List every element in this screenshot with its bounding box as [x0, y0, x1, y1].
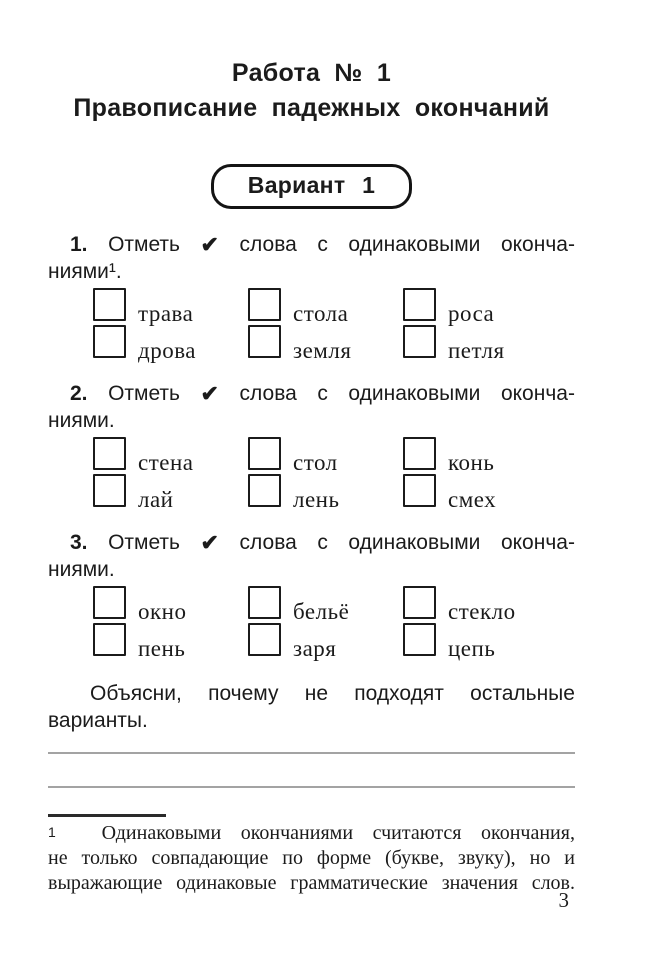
explain-line2: варианты.	[48, 709, 148, 732]
checkbox[interactable]	[403, 623, 436, 656]
word: слова	[239, 531, 297, 554]
checkbox[interactable]	[248, 325, 281, 358]
word-label: дрова	[138, 338, 196, 363]
checkbox[interactable]	[403, 288, 436, 321]
answer-line-1[interactable]	[48, 752, 575, 754]
page-number: 3	[558, 888, 569, 912]
word-label: стекло	[448, 599, 516, 624]
variant-badge-row	[48, 164, 575, 209]
word: (букве,	[385, 847, 444, 869]
word-label: трава	[138, 301, 194, 326]
checkbox[interactable]	[248, 437, 281, 470]
word: Одинаковыми	[101, 822, 222, 844]
word: одинаковыми	[348, 233, 481, 256]
word: грамматические	[290, 872, 428, 894]
exercise-1-number: 1.	[70, 233, 88, 256]
word: с	[317, 531, 328, 554]
word-label: пень	[138, 636, 186, 661]
word-label: лень	[293, 487, 340, 512]
checkbox[interactable]	[403, 325, 436, 358]
word: не	[304, 682, 329, 705]
word-label: стол	[293, 450, 338, 475]
word-option	[93, 586, 248, 624]
word-option	[248, 623, 403, 661]
exercise-1-options-grid	[93, 288, 575, 363]
explain-paragraph	[48, 680, 575, 734]
exercise-2	[48, 380, 575, 512]
word: значения	[441, 872, 518, 894]
checkbox[interactable]	[403, 586, 436, 619]
explain-line1	[48, 680, 575, 707]
exercise-2-instruction-line2: ниями.	[48, 409, 115, 432]
word: одинаковые	[176, 872, 277, 894]
word: форме	[316, 847, 372, 869]
word-label: петля	[448, 338, 505, 363]
word-option	[93, 474, 248, 512]
checkbox[interactable]	[93, 623, 126, 656]
exercise-1	[48, 231, 575, 363]
word: слова	[239, 382, 297, 405]
word: окончаниями	[240, 822, 354, 844]
exercise-3	[48, 529, 575, 661]
word-option	[403, 474, 575, 512]
work-subtitle: Правописание падежных окончаний	[73, 94, 550, 122]
word-label: роса	[448, 301, 495, 326]
exercise-3-number: 3.	[70, 531, 88, 554]
word: Объясни,	[90, 682, 182, 705]
footnote-marker: 1	[48, 824, 56, 840]
word: одинаковыми	[348, 531, 481, 554]
footnote-rule	[48, 814, 166, 817]
word: оконча-	[500, 233, 575, 256]
answer-line-2[interactable]	[48, 786, 575, 788]
word-option	[403, 437, 575, 475]
checkbox[interactable]	[93, 586, 126, 619]
word-label: лай	[138, 487, 174, 512]
footnote-line3	[48, 871, 575, 896]
word: одинаковыми	[348, 382, 481, 405]
word: слова	[239, 233, 297, 256]
variant-badge: Вариант 1	[211, 164, 412, 209]
exercise-1-instruction-line1	[48, 231, 575, 258]
word: считаются	[372, 822, 462, 844]
checkmark-icon: ✔	[200, 381, 219, 406]
word-option	[248, 586, 403, 624]
checkmark-icon: ✔	[200, 530, 219, 555]
page-title	[48, 56, 575, 126]
word: подходят	[354, 682, 444, 705]
checkmark-icon: ✔	[200, 232, 219, 257]
word: выражающие	[48, 872, 163, 894]
checkbox[interactable]	[403, 437, 436, 470]
word-option	[248, 325, 403, 363]
word: только	[81, 847, 138, 869]
word: не	[48, 847, 68, 869]
word-label: цепь	[448, 636, 496, 661]
exercise-2-options-grid	[93, 437, 575, 512]
word: Отметь	[108, 233, 180, 256]
word-option	[248, 288, 403, 326]
checkbox[interactable]	[93, 325, 126, 358]
word: с	[317, 382, 328, 405]
checkbox[interactable]	[248, 623, 281, 656]
work-title: Работа № 1	[231, 59, 392, 87]
word-label: смех	[448, 487, 497, 512]
footnote-line2	[48, 846, 575, 871]
word-label: конь	[448, 450, 495, 475]
word-option	[93, 623, 248, 661]
word-label: стола	[293, 301, 349, 326]
word-option	[248, 474, 403, 512]
footnote-line1	[48, 821, 575, 846]
exercise-2-number: 2.	[70, 382, 88, 405]
word-option	[93, 325, 248, 363]
word-option	[403, 623, 575, 661]
word-label: окно	[138, 599, 187, 624]
word-label: бельё	[293, 599, 350, 624]
word-option	[93, 288, 248, 326]
exercise-1-instruction-line2: ниями¹.	[48, 260, 122, 283]
checkbox[interactable]	[93, 288, 126, 321]
exercise-3-instruction-line2: ниями.	[48, 558, 115, 581]
word-option	[403, 586, 575, 624]
word-option	[93, 437, 248, 475]
word: оконча-	[500, 531, 575, 554]
word: слов.	[531, 872, 575, 894]
word: остальные	[470, 682, 575, 705]
exercise-2-instruction-line1	[48, 380, 575, 407]
checkbox[interactable]	[403, 474, 436, 507]
word: окончания,	[481, 822, 575, 844]
word: звуку),	[457, 847, 516, 869]
word: но	[529, 847, 551, 869]
checkbox[interactable]	[248, 586, 281, 619]
word-option	[248, 437, 403, 475]
word-label: стена	[138, 450, 194, 475]
word-label: земля	[293, 338, 352, 363]
exercise-3-options-grid	[93, 586, 575, 661]
word-label: заря	[293, 636, 337, 661]
word-option	[403, 288, 575, 326]
word: Отметь	[108, 382, 180, 405]
checkbox[interactable]	[248, 288, 281, 321]
word: оконча-	[500, 382, 575, 405]
footnote	[48, 821, 575, 896]
word: по	[282, 847, 303, 869]
exercise-3-instruction-line1	[48, 529, 575, 556]
checkbox[interactable]	[93, 474, 126, 507]
word: Отметь	[108, 531, 180, 554]
word: совпадающие	[151, 847, 269, 869]
word: почему	[208, 682, 279, 705]
word: с	[317, 233, 328, 256]
checkbox[interactable]	[93, 437, 126, 470]
word: и	[564, 847, 575, 869]
checkbox[interactable]	[248, 474, 281, 507]
word-option	[403, 325, 575, 363]
